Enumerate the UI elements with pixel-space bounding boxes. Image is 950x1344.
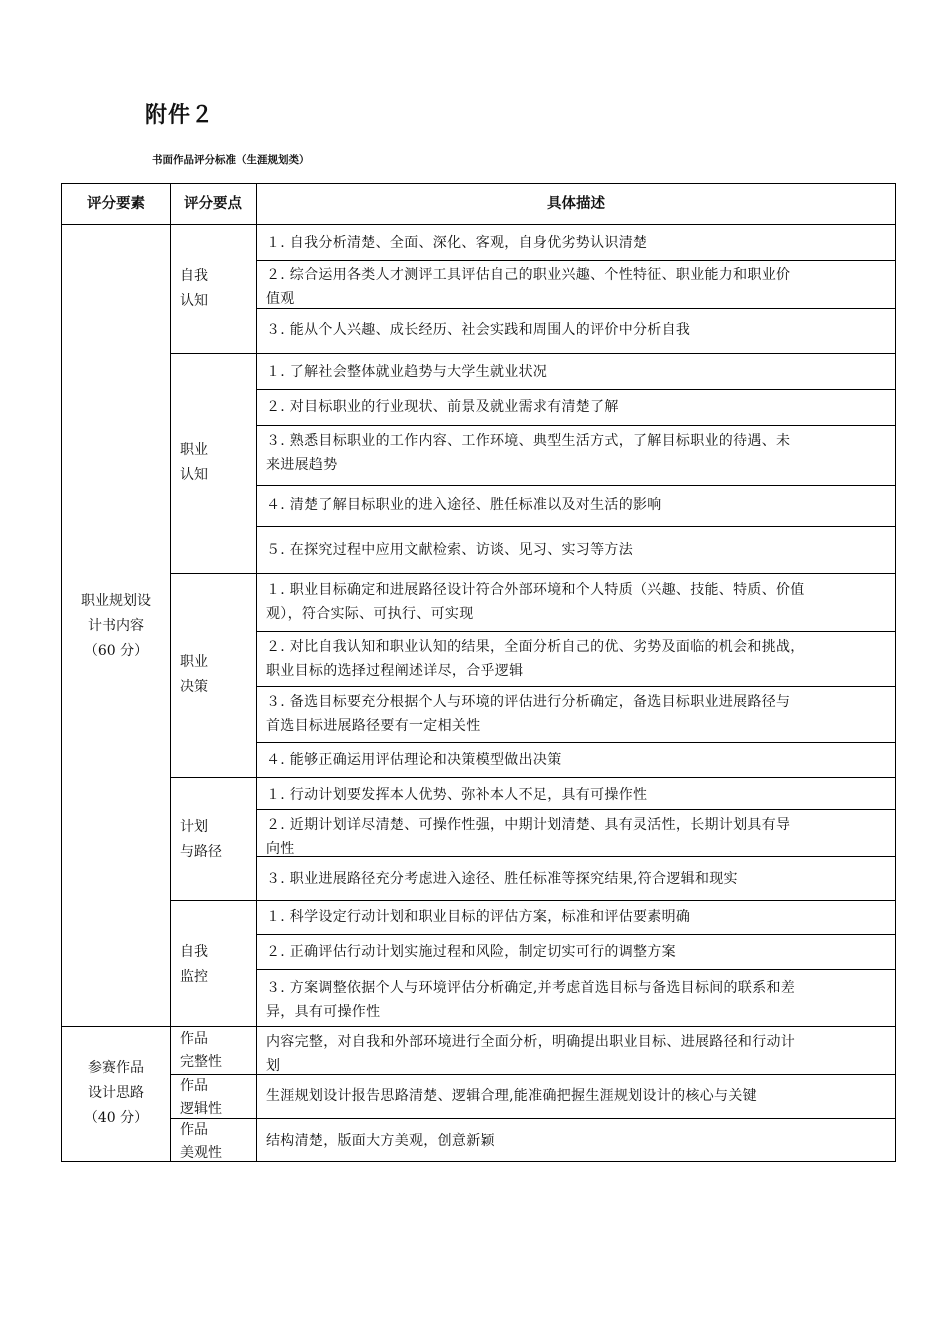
col-divider-1 <box>170 184 171 1161</box>
career-item-5: ５. 在探究过程中应用文献检索、访谈、见习、实习等方法 <box>266 542 633 558</box>
decision-item-1: １. 职业目标确定和进展路径设计符合外部环境和个人特质（兴趣、技能、特质、价值 观），符合实际、可执行、可实现 <box>266 582 805 622</box>
monitor-item-3: ３. 方案调整依据个人与环境评估分析确定,并考虑首选目标与备选目标间的联系和差 异，具有可操作性 <box>266 980 796 1020</box>
aesthetics-desc: 结构清楚，版面大方美观，创意新颖 <box>266 1133 495 1149</box>
category-plan-content: 职业规划设 计书内容 （60 分） <box>81 593 151 659</box>
header-description: 具体描述 <box>547 196 605 212</box>
attachment-label: 附件２ <box>145 103 215 128</box>
header-point: 评分要点 <box>184 196 242 212</box>
decision-item-3: ３. 备选目标要充分根据个人与环境的评估进行分析确定，备选目标职业进展路径与 首选目标进展路径要有一定相关性 <box>266 694 791 734</box>
career-item-3: ３. 熟悉目标职业的工作内容、工作环境、典型生活方式，了解目标职业的待遇、未 来进展趋势 <box>266 433 791 473</box>
point-career-awareness: 职业 认知 <box>180 442 208 483</box>
point-plan-path: 计划 与路径 <box>180 819 222 860</box>
career-item-2: ２. 对目标职业的行业现状、前景及就业需求有清楚了解 <box>266 399 619 415</box>
point-career-decision: 职业 决策 <box>180 654 208 695</box>
plan-item-3: ３. 职业进展路径充分考虑进入途径、胜任标准等探究结果,符合逻辑和现实 <box>266 871 738 887</box>
plan-item-2: ２. 近期计划详尽清楚、可操作性强，中期计划清楚、具有灵活性，长期计划具有导 向性 <box>266 817 791 857</box>
point-aesthetics: 作品 美观性 <box>180 1122 222 1161</box>
completeness-desc: 内容完整，对自我和外部环境进行全面分析，明确提出职业目标、进展路径和行动计 划 <box>266 1034 796 1074</box>
career-item-1: １. 了解社会整体就业趋势与大学生就业状况 <box>266 364 548 380</box>
monitor-item-1: １. 科学设定行动计划和职业目标的评估方案，标准和评估要素明确 <box>266 909 691 925</box>
self-item-1: １. 自我分析清楚、全面、深化、客观，自身优劣势认识清楚 <box>266 235 648 251</box>
col-divider-2 <box>256 184 257 1161</box>
self-item-2: ２. 综合运用各类人才测评工具评估自己的职业兴趣、个性特征、职业能力和职业价 值观 <box>266 267 791 307</box>
point-self-monitor: 自我 监控 <box>180 944 208 985</box>
category-design-idea: 参赛作品 设计思路 （40 分） <box>83 1060 149 1126</box>
group-divider <box>62 1026 895 1027</box>
document-subtitle: 书面作品评分标准（生涯规划类） <box>152 154 310 166</box>
header-factor: 评分要素 <box>87 196 145 212</box>
point-completeness: 作品 完整性 <box>180 1031 222 1070</box>
point-logic: 作品 逻辑性 <box>180 1078 222 1117</box>
header-divider <box>62 224 895 225</box>
plan-item-1: １. 行动计划要发挥本人优势、弥补本人不足，具有可操作性 <box>266 787 648 803</box>
decision-item-4: ４. 能够正确运用评估理论和决策模型做出决策 <box>266 752 562 768</box>
monitor-item-2: ２. 正确评估行动计划实施过程和风险，制定切实可行的调整方案 <box>266 944 676 960</box>
scoring-table <box>61 183 896 1162</box>
logic-desc: 生涯规划设计报告思路清楚、逻辑合理,能准确把握生涯规划设计的核心与关键 <box>266 1088 757 1104</box>
self-item-3: ３. 能从个人兴趣、成长经历、社会实践和周围人的评价中分析自我 <box>266 322 691 338</box>
career-item-4: ４. 清楚了解目标职业的进入途径、胜任标准以及对生活的影响 <box>266 497 662 513</box>
point-self-awareness: 自我 认知 <box>180 268 208 309</box>
decision-item-2: ２. 对比自我认知和职业认知的结果，全面分析自己的优、劣势及面临的机会和挑战， 职业目标的选择过程阐述详尽，合乎逻辑 <box>266 639 805 679</box>
